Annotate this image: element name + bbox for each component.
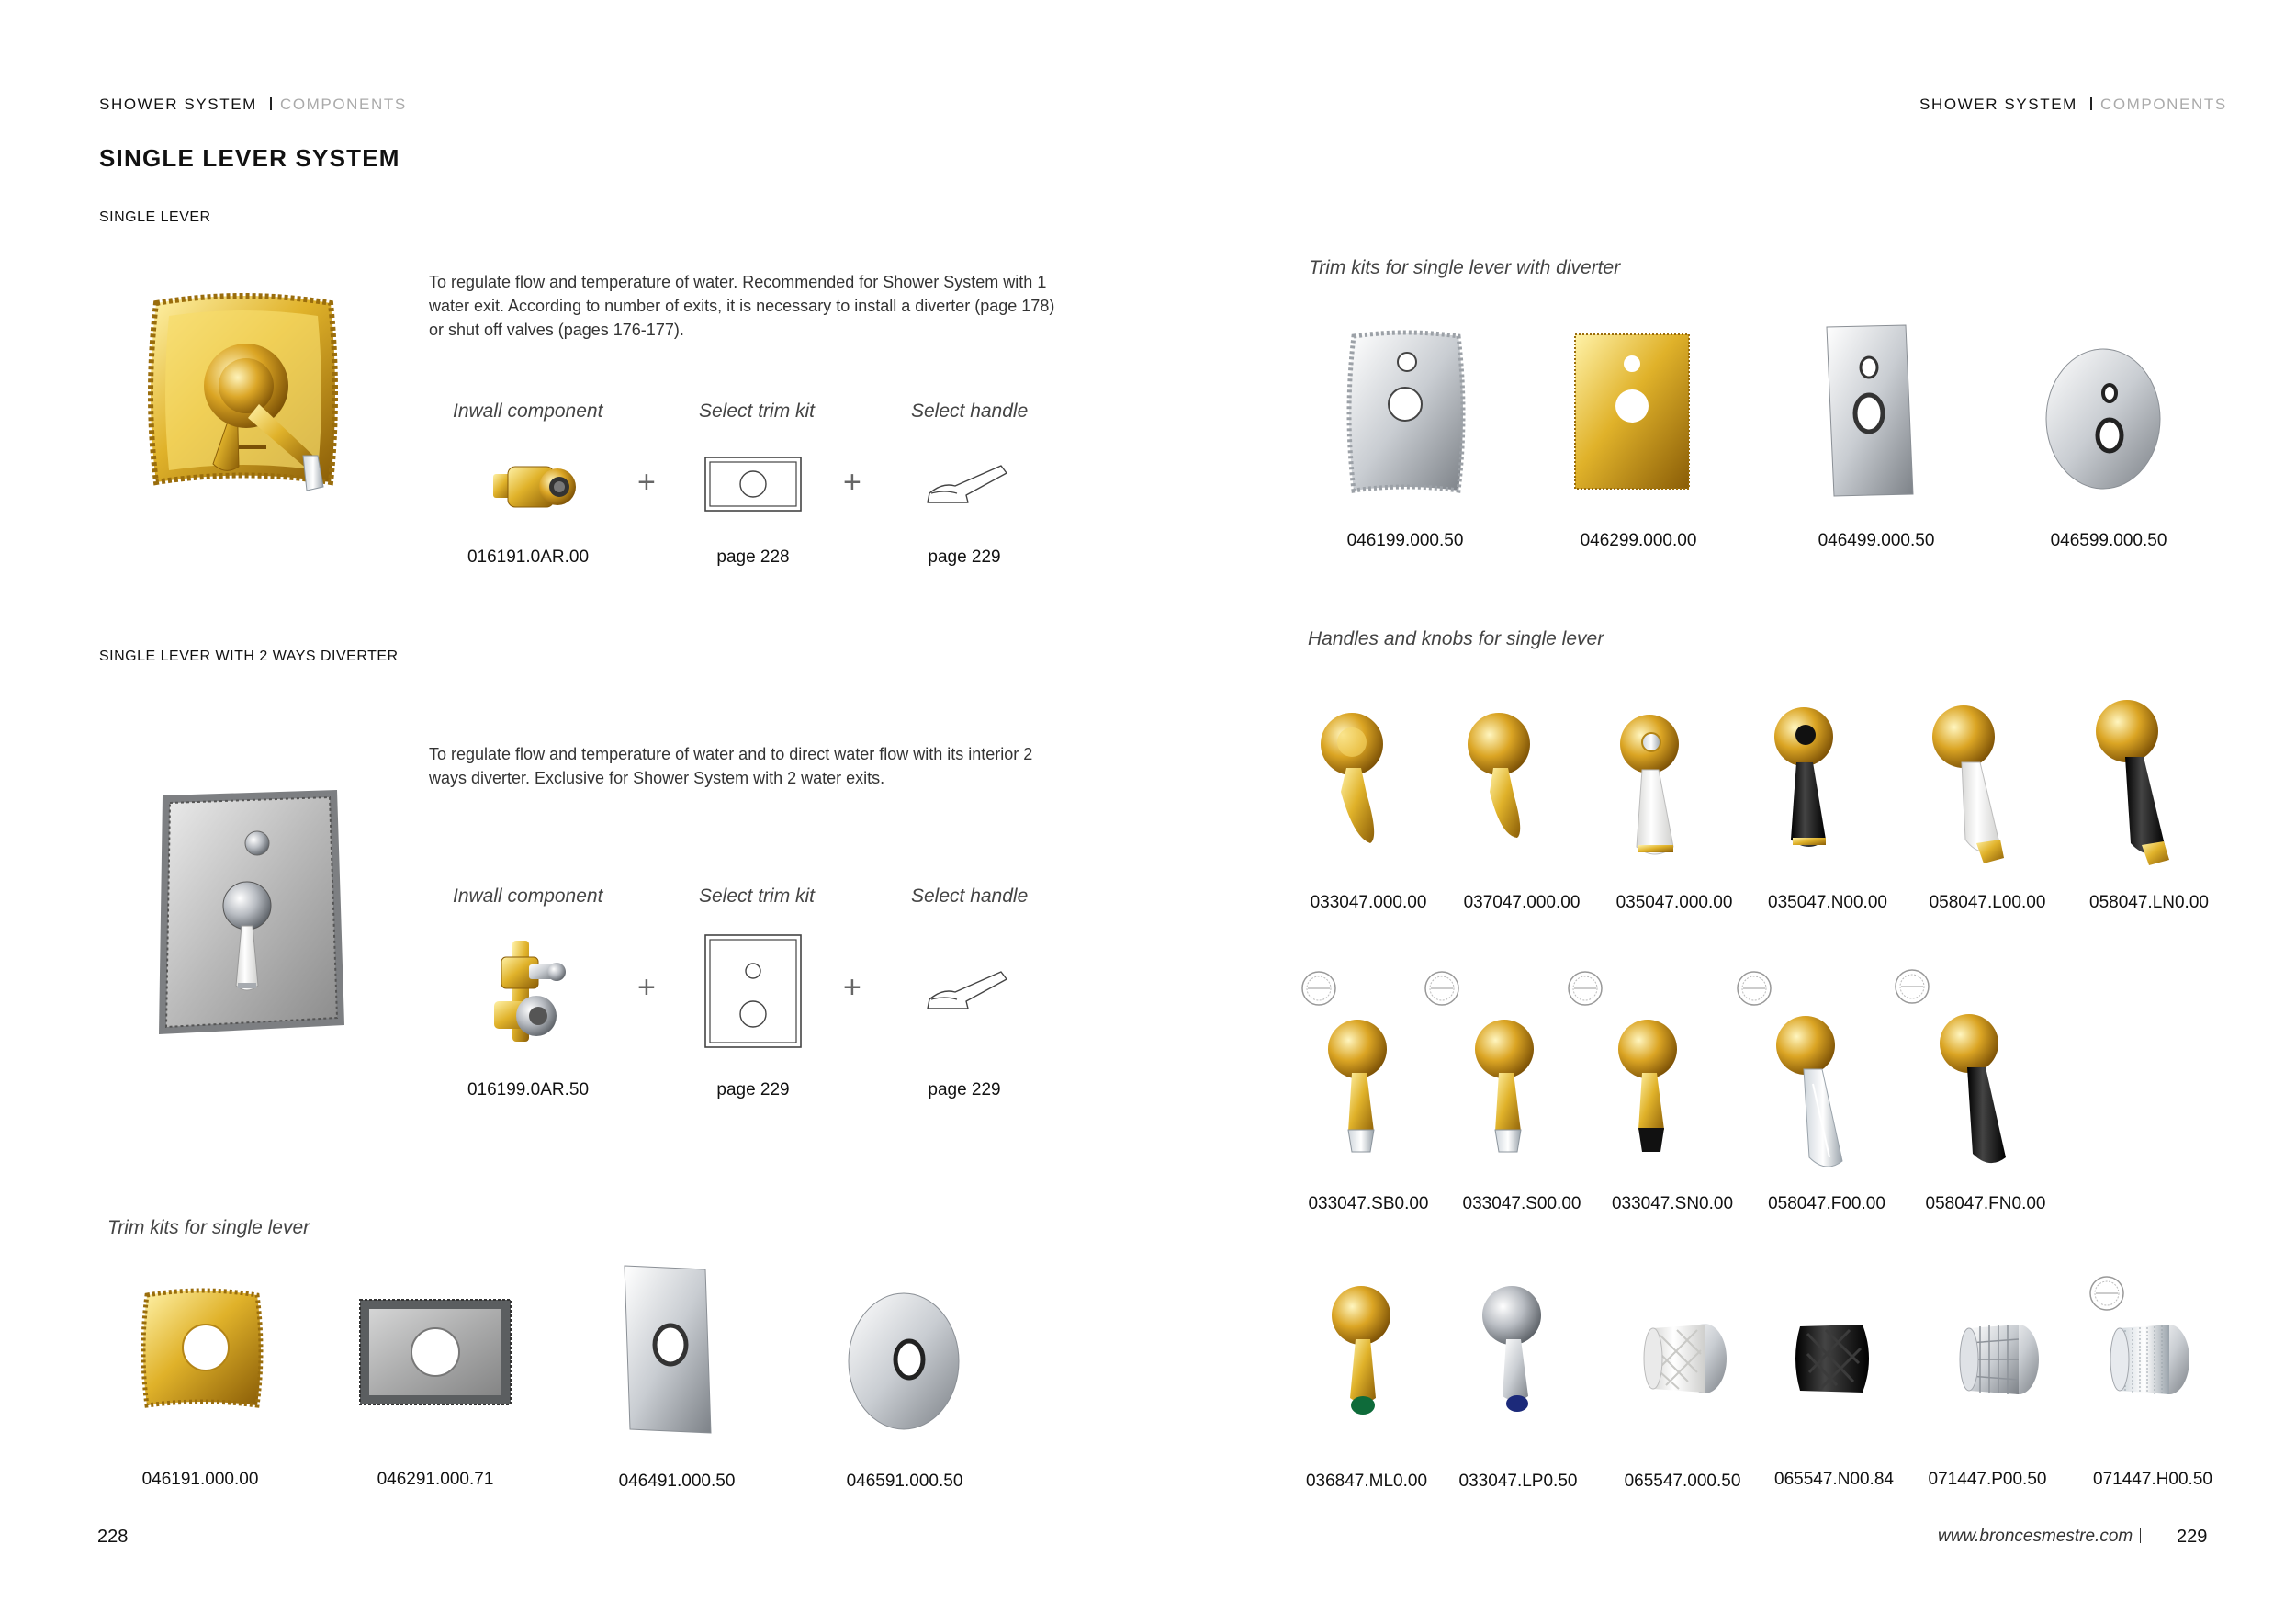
trim-kit-chrome-round-diverter-image [2043, 347, 2163, 491]
handle-outline-icon [924, 968, 1007, 1012]
plus-sign: + [637, 465, 656, 500]
s2-step3-label: Select handle [911, 885, 1029, 907]
right-page-number: 229 [2177, 1527, 2208, 1547]
s1-step3-value: page 229 [928, 547, 1001, 567]
handle-code: 033047.SB0.00 [1308, 1194, 1429, 1213]
handle-code: 036847.ML0.00 [1305, 1472, 1428, 1491]
handle-gold-green-tip-image [1322, 1282, 1405, 1420]
left-trim-code: 046591.000.50 [846, 1472, 963, 1491]
trim-kit-silver-rectangle-image [358, 1298, 512, 1406]
handles-title: Handles and knobs for single lever [1308, 628, 1604, 649]
handle-code: 071447.H00.50 [2093, 1470, 2212, 1489]
left-header-subtitle: COMPONENTS [279, 96, 407, 113]
right-header-subtitle: COMPONENTS [2099, 96, 2227, 113]
handle-code: 033047.SN0.00 [1611, 1194, 1734, 1213]
knob-white-quilted-image [1640, 1317, 1732, 1400]
knob-chrome-crystal-image [2103, 1315, 2195, 1404]
handle-gold-crystal-long-image [1769, 1010, 1861, 1176]
website-url[interactable]: www.broncesmestre.com [1938, 1527, 2133, 1546]
plus-sign: + [843, 970, 861, 1005]
section-title-single-lever: SINGLE LEVER [99, 209, 211, 225]
handle-code: 071447.P00.50 [1928, 1470, 2047, 1489]
section-title-diverter: SINGLE LEVER WITH 2 WAYS DIVERTER [99, 648, 399, 664]
swarovski-seal-icon [1894, 968, 1930, 1005]
handle-code: 058047.F00.00 [1768, 1194, 1885, 1213]
knob-black-quilted-image [1789, 1317, 1881, 1400]
right-header-title: SHOWER SYSTEM [1919, 96, 2077, 113]
plus-sign: + [843, 465, 861, 500]
handle-code: 058047.LN0.00 [2089, 893, 2209, 912]
right-trim-code: 046599.000.50 [2050, 531, 2167, 550]
s2-step1-value: 016199.0AR.50 [467, 1080, 590, 1100]
handle-gold-white-long-image [1925, 702, 2017, 867]
trim-kit-chrome-rectangle-image [621, 1264, 713, 1435]
swarovski-seal-icon [1567, 970, 1604, 1007]
swarovski-seal-icon [1736, 970, 1773, 1007]
handle-code: 058047.FN0.00 [1925, 1194, 2046, 1213]
right-trim-kits-title: Trim kits for single lever with diverter [1309, 257, 1621, 278]
left-trim-code: 046191.000.00 [141, 1470, 259, 1489]
trim-kit-chrome-tall-image [1823, 323, 1915, 498]
handle-gold-black-crystal-long-image [1932, 1009, 2024, 1174]
swarovski-seal-icon [2088, 1275, 2125, 1312]
handle-code: 035047.N00.00 [1768, 893, 1887, 912]
s1-step3-label: Select handle [911, 400, 1029, 422]
right-trim-code: 046499.000.50 [1818, 531, 1935, 550]
left-trim-kits-title: Trim kits for single lever [107, 1217, 310, 1238]
handle-gold-lever-image [1458, 707, 1541, 845]
page-title: SINGLE LEVER SYSTEM [99, 144, 400, 172]
handle-code: 033047.000.00 [1310, 893, 1427, 912]
inwall-valve-image [490, 456, 581, 514]
trim-kit-diverter-outline-icon [704, 934, 802, 1048]
s2-step3-value: page 229 [928, 1080, 1001, 1100]
left-page-number: 228 [97, 1527, 129, 1547]
trim-kit-chrome-rope-image [1346, 331, 1466, 496]
handle-code: 035047.000.00 [1615, 893, 1733, 912]
s1-step1-label: Inwall component [453, 400, 603, 422]
single-lever-gold-image [138, 294, 349, 514]
s1-step1-value: 016191.0AR.00 [467, 547, 590, 567]
left-header [99, 96, 407, 114]
handle-gold-white-porcelain-image [1613, 709, 1695, 865]
right-trim-code: 046199.000.50 [1346, 531, 1464, 550]
handle-chrome-blue-tip-image [1473, 1282, 1556, 1420]
trim-kit-outline-icon [704, 457, 802, 512]
handle-code: 033047.S00.00 [1462, 1194, 1581, 1213]
s2-step2-label: Select trim kit [699, 885, 816, 907]
handle-gold-lever-image [1313, 709, 1396, 847]
inwall-diverter-valve-image [489, 931, 571, 1047]
handle-gold-black-crystal-tip-image [1609, 1014, 1692, 1161]
handle-gold-crystal-tip-image [1466, 1014, 1548, 1161]
handle-code: 065547.000.50 [1624, 1472, 1741, 1491]
section2-description: To regulate flow and temperature of water and to direct water flow with its interior 2 ways diverter. Exclusive for Shower System with 2 water exits. [429, 745, 1033, 787]
knob-chrome-knurled-image [1953, 1315, 2044, 1404]
trim-kit-gold-rounded-image [138, 1290, 266, 1413]
swarovski-seal-icon [1424, 970, 1460, 1007]
handle-code: 058047.L00.00 [1929, 893, 2046, 912]
trim-kit-gold-rectangle-image [1573, 333, 1691, 491]
s2-step1-label: Inwall component [453, 885, 603, 907]
handle-gold-black-porcelain-image [1765, 702, 1848, 858]
handle-gold-black-long-image [2090, 696, 2182, 871]
plus-sign: + [637, 970, 656, 1005]
left-trim-code: 046491.000.50 [618, 1472, 736, 1491]
left-header-title: SHOWER SYSTEM [99, 96, 257, 113]
s2-step2-value: page 229 [716, 1080, 790, 1100]
swarovski-seal-icon [1300, 970, 1337, 1007]
trim-kit-chrome-round-image [845, 1291, 961, 1431]
handle-gold-crystal-tip-image [1321, 1014, 1403, 1161]
s1-step2-label: Select trim kit [699, 400, 816, 422]
handle-code: 037047.000.00 [1463, 893, 1581, 912]
handle-code: 065547.N00.84 [1774, 1470, 1894, 1489]
right-trim-code: 046299.000.00 [1580, 531, 1697, 550]
handle-code: 033047.LP0.50 [1458, 1472, 1578, 1491]
handle-outline-icon [924, 462, 1007, 506]
website-link[interactable] [1938, 1527, 2141, 1547]
section1-description: To regulate flow and temperature of water. Recommended for Shower System with 1 water exit. According to number of exits, it is necessary to install a diverter (page 178) or shut off valves (pages 176-177). [429, 273, 1055, 339]
left-trim-code: 046291.000.71 [377, 1470, 494, 1489]
single-lever-diverter-silver-image [152, 788, 349, 1041]
right-header [1919, 96, 2227, 114]
s1-step2-value: page 228 [716, 547, 790, 567]
